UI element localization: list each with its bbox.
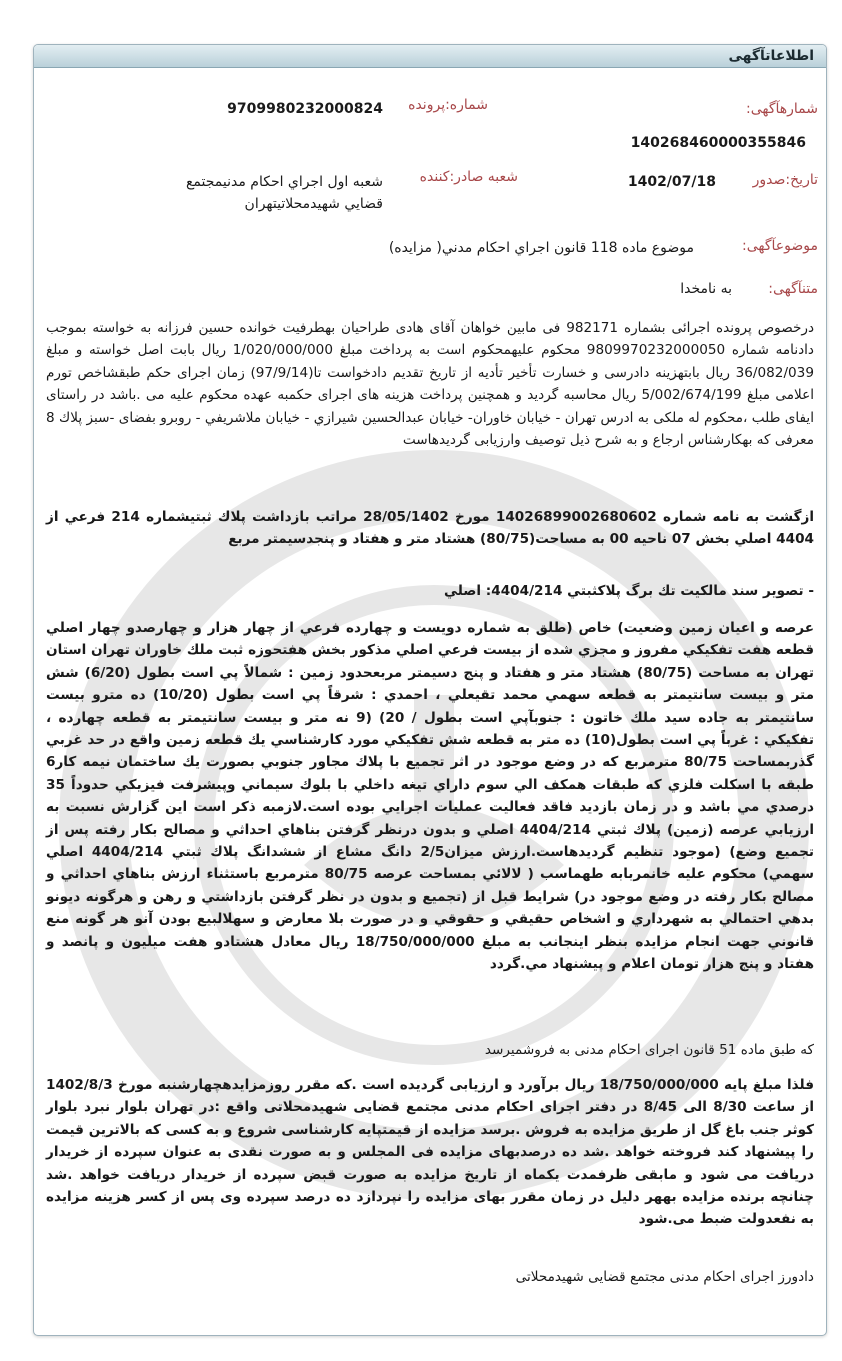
- notice-body: [34, 68, 826, 1335]
- subject-label: موضوعآگهی:: [742, 238, 818, 254]
- issuer-line-1: شعبه اول اجراي احكام مدنيمجتمع: [185, 174, 383, 190]
- issuer-line-2: قضايي شهيدمحلاتيتهران: [244, 196, 383, 212]
- paragraph-article-51: که طبق ماده 51 قانون اجرای احکام مدنی به فروشمیرسد: [484, 1042, 814, 1058]
- paragraph-signature: دادورز اجرای احکام مدنی مجتمع قضایی شهیدمحلاتی: [515, 1269, 814, 1285]
- paragraph-property-description: عرصه و اعيان زمين وضعيت) خاص (طلق به شماره دويست و چهارده فرعي از چهار هزار و چهارصدو چهار اصلي قطعه هفت تفكيكي مفروز و مجزي شده از بيست فرعي اصلي مذكور بخش هفتحوزه ثبت ملك خاوران تهران استان تهران به مساحت (80/75) هشتاد متر و هفتاد و پنج دسيمتر مربعحدود زمين : شمالاً پي است بطول (6/20) شش متر و بيست سانتيمتر به قطعه سهمي محمد تقيعلي ، احمدي : شرقاً پي است بطول (10/20) ده مترو بيست سانتيمتر به جاده سيد ملك خاتون : جنوبآپي است بطول / 20) (9 نه متر و بيست سانتيمتر به قطعه چهارده ، تفكيكي : غرباً پي است بطول(10) ده متر به قطعه شش تفكيكي مورد كارشناسي يك قطعه زمين واقع در حد غربي گذربمساحت 80/75 مترمربع كه در وضع موجود در اثر تجميع با پلاك مجاور جنوبي بصورت يك ساختمان نيمه كار6 طبقه با اسكلت فلزي كه طبقات همكف الي سوم داراي تيغه داخلي با بلوك سيماني وپيشرفت فيزيكي حدوداً 35 درصدي مي باشد و در زمان بازديد فاقد فعاليت عمليات اجرايي بوده است.لازمبه ذكر است اين گزارش نسبت به ارزيابي عرصه (زمين) پلاك ثبتي 4404/214 اصلي و بدون درنظر گرفتن بناهاي احداثي و مصالح بكار رفته پس از تجميع وضع) (موجود تنظيم گرديدهاست.ارزش ميزان2/5 دانگ مشاع از ششدانگ پلاك ثبتي 4404/214 اصلي سهمي) محكوم عليه خانمربابه طهماسب ( لالائي بمساحت عرصه 80/75 مترمربع باستثناء ارزش بناهاي احداثي و مصالح بكار رفته در وضع موجود در) شرايط قبل از (تجميع و بدون در نظر گرفتن بازداشتي و رهن و هرگونه ديونو بدهي احتمالي به شهرداري و اشخاص حقيقي و حقوقي و در صورت بلا معارض و سهلالبيع بودن آنو هر گونه منع قانوني جهت انجام مزايده بنظر اينجانب به مبلغ 18/750/000/000 ريال معادل هشتادو هفت ميليون و پانصد و هفتاد و پنج هزار تومان اعلام و پيشنهاد مي.گردد: [46, 620, 815, 973]
- ad-number-value: 140268460000355846: [630, 135, 806, 151]
- text-label: متنآگهی:: [768, 281, 818, 297]
- issuer-label: شعبه صادر:کننده: [419, 169, 518, 185]
- subject-value: موضوع ماده 118 قانون اجراي احكام مدني( مزايده): [388, 240, 694, 256]
- paragraph-deed: - تصوير سند مالكيت تك برگ پلاكثبتي 4404/214: اصلي: [443, 583, 814, 599]
- notice-card: [33, 44, 827, 1336]
- paragraph-case-details: درخصوص پرونده اجرائی بشماره 982171 فی مابین خواهان آقای هادی طراحیان بهطرفیت خوانده حسین فرزانه به خواسته بموجب دادنامه شماره 9809970232000050 محکوم علیهمحکوم است به پرداخت مبلغ 1/020/000/000 ریال بابت اصل خواسته و مبلغ 36/082/039 ریال بابتهزینه دادرسی و خسارت تأخیر تأدیه از تاریخ تقدیم دادخواست تا(97/9/14) زمان اجرای حکم طبقشاخص تورم اعلامی مبلغ 5/002/674/199 ریال محاسبه گردید و همچنین پرداخت هزینه های اجرای حکمبه عهده محکوم علیه می .باشد در راستای ایفای طلب ،محکوم له ملکی به ادرس تهران - خیابان خاوران- خیابان عبدالحسین شیرازي - خیابان ملاشریفي - روبرو بفضای -سبز پلاك 8 معرفی که بهکارشناس ارجاع و به شرح ذیل توصیف وارزیابی گردیدهاست: [46, 320, 815, 449]
- text-value: به نامخدا: [680, 281, 732, 297]
- case-number-value: 9709980232000824: [227, 101, 383, 117]
- issue-date-label: تاریخ:صدور: [752, 172, 818, 188]
- notice-header: [34, 45, 826, 68]
- issue-date-value: 1402/07/18: [627, 174, 716, 190]
- paragraph-registry: ازگشت به نامه شماره 14026899002680602 مورخ 28/05/1402 مراتب بازداشت پلاك ثبتيشماره 214 فرعي از 4404 اصلي بخش 07 ناحيه 00 به مساحت(80/75) هشتاد متر و هفتاد و پنجدسيمتر مربع: [46, 509, 815, 548]
- paragraph-auction-terms: فلذا مبلغ پایه 18/750/000/000 ریال برآورد و ارزیابی گردیده است .که مقرر روزمزایدهچهارشنبه مورخ 1402/8/3 از ساعت 8/30 الی 8/45 در دفتر اجرای احکام مدنی مجتمع قضایی شهیدمحلاتی واقع :در تهران بلوار نبرد بلوار کوثر جنب باغ گل از طریق مزایده به فروش .برسد مزایده از قیمتپایه کارشناسی شروع و به کسی که بالاترین قیمت را پیشنهاد کند فروخته خواهد .شد ده درصدبهای مزایده فی المجلس و به صورت نقدی به عنوان سپرده از خریدار دریافت می شود و مابقی ظرفمدت یکماه از تاریخ مزایده به صورت قبض سپرده از خریدار دریافت خواهد .شد چنانچه برنده مزایده بههر دلیل در زمان مقرر بهای مزایده را نپردازد ده درصد سپرده وی پس از کسر هزینه مزایده به نفعدولت ضبط می.شود: [46, 1077, 814, 1228]
- case-number-label: شماره:پرونده: [408, 97, 488, 113]
- notice-header-title: اطلاعاتآگهی: [728, 48, 814, 64]
- ad-number-label: شمارهآگهی:: [745, 101, 818, 117]
